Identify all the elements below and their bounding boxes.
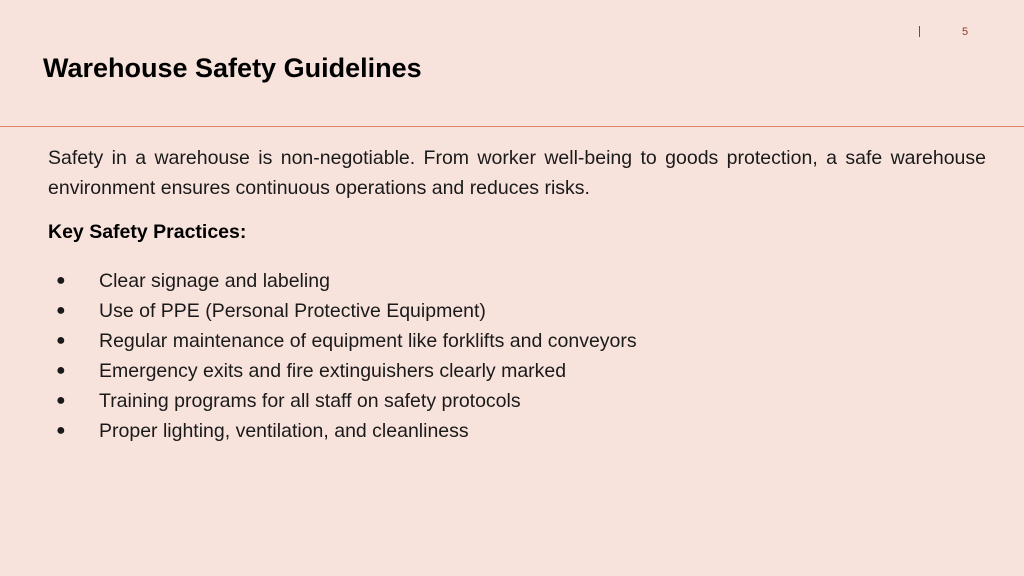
slide-title: Warehouse Safety Guidelines: [43, 53, 422, 83]
bullet-icon: ●: [56, 362, 66, 379]
list-item-text: Regular maintenance of equipment like forklifts and conveyors: [99, 330, 637, 352]
bullet-icon: ●: [56, 302, 66, 319]
page-marker-line: [919, 26, 920, 37]
bullet-icon: ●: [56, 272, 66, 289]
key-practices-heading: Key Safety Practices:: [48, 221, 247, 243]
intro-paragraph: Safety in a warehouse is non-negotiable. From worker well-being to goods protection, a safe warehouse environment ensures continuous operations and reduces risks.: [48, 147, 986, 199]
page-number: 5: [962, 26, 969, 38]
bullet-icon: ●: [56, 392, 66, 409]
list-item-text: Clear signage and labeling: [99, 270, 330, 292]
list-item-text: Proper lighting, ventilation, and cleanliness: [99, 420, 469, 442]
bullet-icon: ●: [56, 422, 66, 439]
list-item-text: Training programs for all staff on safety protocols: [99, 390, 521, 412]
list-item-text: Use of PPE (Personal Protective Equipment): [99, 300, 486, 322]
bullet-icon: ●: [56, 332, 66, 349]
title-divider: [0, 126, 1024, 127]
list-item-text: Emergency exits and fire extinguishers clearly marked: [99, 360, 567, 382]
